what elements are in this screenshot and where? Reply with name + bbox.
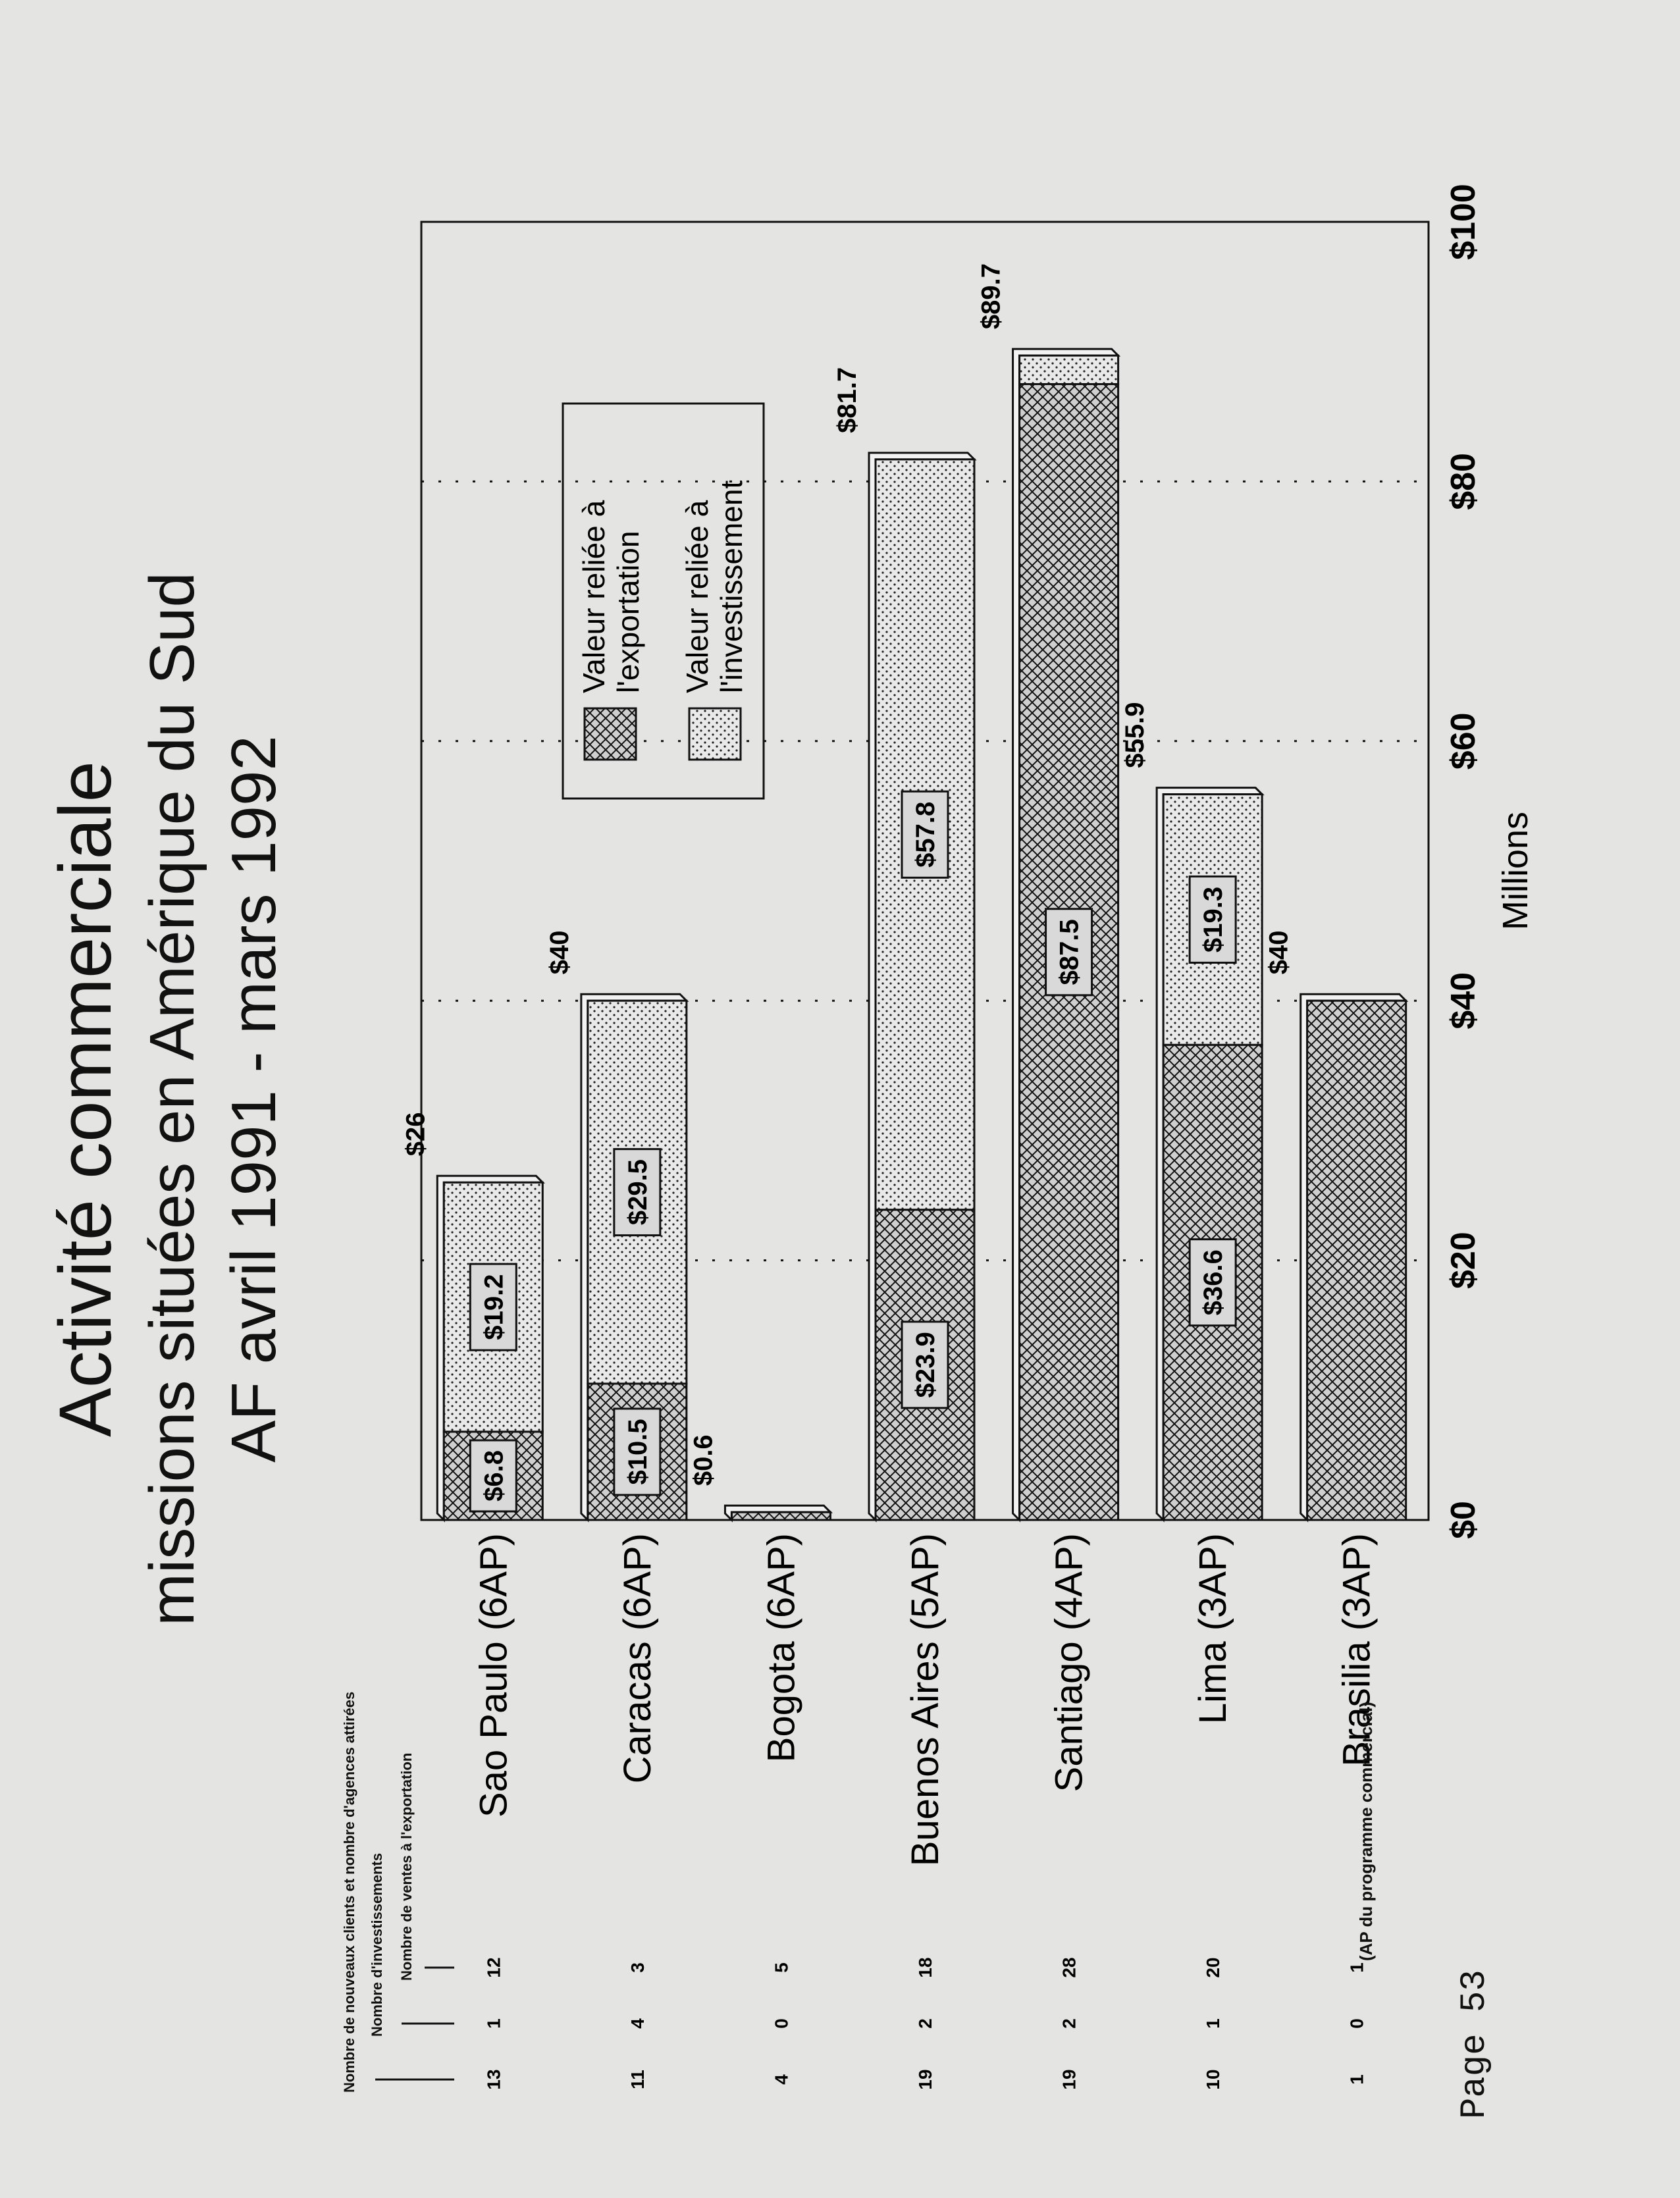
page-period: AF avril 1991 - mars 1992 — [219, 735, 289, 1463]
total-label: $89.7 — [976, 263, 1006, 330]
legend-swatch-invest — [689, 708, 741, 760]
count-value: 3 — [627, 1962, 648, 1973]
count-value: 12 — [483, 1957, 504, 1978]
legend-label-invest-line1: Valeur reliée à — [680, 500, 714, 693]
segment-label-investment: $19.3 — [1199, 886, 1228, 953]
page-subtitle: missions situées en Amérique du Sud — [137, 572, 207, 1626]
x-tick-label: $40 — [1444, 972, 1483, 1030]
page-number: Page 53 — [1455, 1970, 1495, 2119]
count-value: 13 — [483, 2069, 504, 2090]
segment-label-export: $36.6 — [1199, 1249, 1228, 1316]
segment-label-export: $23.9 — [911, 1332, 940, 1398]
category-label: Santiago (4AP) — [1047, 1533, 1091, 1792]
total-label: $0.6 — [689, 1434, 718, 1486]
legend — [563, 404, 764, 798]
count-value: 2 — [915, 2018, 935, 2029]
column-brackets — [375, 1968, 454, 2080]
category-label: Bogota (6AP) — [760, 1533, 803, 1763]
segment-label-export: $10.5 — [623, 1419, 652, 1485]
page-title: Activité commerciale — [44, 761, 126, 1437]
count-value: 20 — [1203, 1957, 1224, 1978]
segment-label-investment: $57.8 — [911, 801, 940, 868]
column-note-exports: Nombre de ventes à l'exportation — [398, 1752, 415, 1981]
bar-investment — [1020, 355, 1118, 384]
count-value: 1 — [1346, 2074, 1367, 2085]
legend-label-export-line2: l'exportation — [611, 531, 645, 693]
count-value: 4 — [627, 2018, 648, 2029]
total-label: $40 — [544, 930, 574, 975]
total-label: $81.7 — [833, 367, 862, 433]
count-value: 1 — [483, 2018, 504, 2029]
count-value: 5 — [771, 1962, 792, 1973]
x-tick-label: $80 — [1444, 453, 1483, 510]
count-value: 0 — [771, 2018, 792, 2029]
column-note-clients: Nombre de nouveaux clients et nombre d'agences attirées — [341, 1691, 357, 2093]
bar-export — [731, 1512, 830, 1520]
count-value: 2 — [1059, 2018, 1080, 2029]
segment-label-investment: $19.2 — [479, 1274, 509, 1340]
legend-label-export-line1: Valeur reliée à — [577, 500, 611, 693]
segment-label-export: $87.5 — [1055, 919, 1084, 985]
segment-label-investment: $29.5 — [623, 1159, 652, 1226]
count-value: 19 — [915, 2069, 935, 2090]
legend-label-invest-line2: l'investissement — [714, 480, 748, 693]
count-value: 4 — [771, 2074, 792, 2085]
category-label: Caracas (6AP) — [616, 1533, 659, 1784]
count-value: 28 — [1059, 1957, 1080, 1978]
count-value: 10 — [1203, 2069, 1224, 2090]
total-label: $55.9 — [1120, 702, 1150, 768]
x-tick-label: $100 — [1444, 184, 1483, 260]
x-tick-label: $20 — [1444, 1232, 1483, 1289]
column-note-investments: Nombre d'investissements — [369, 1852, 385, 2037]
total-label: $26 — [401, 1112, 431, 1157]
count-value: 18 — [915, 1957, 935, 1978]
category-label: Sao Paulo (6AP) — [472, 1533, 515, 1818]
category-label: Buenos Aires (5AP) — [904, 1533, 947, 1867]
x-axis-title: Millions — [1496, 811, 1535, 931]
category-label: Lima (3AP) — [1192, 1533, 1235, 1725]
count-value: 0 — [1346, 2018, 1367, 2029]
legend-swatch-export — [585, 708, 636, 760]
category-label: Brasilia (3AP) — [1335, 1533, 1378, 1767]
count-value: 1 — [1346, 1962, 1367, 1973]
count-value: 19 — [1059, 2069, 1080, 2090]
x-tick-label: $60 — [1444, 712, 1483, 770]
segment-label-export: $6.8 — [479, 1450, 509, 1502]
bar-export — [1307, 1001, 1406, 1520]
x-tick-label: $0 — [1444, 1501, 1483, 1539]
count-value: 1 — [1203, 2018, 1224, 2029]
count-value: 11 — [627, 2070, 648, 2089]
total-label: $40 — [1264, 930, 1294, 975]
footnote: (AP du programme commercial) — [1356, 1702, 1376, 1961]
